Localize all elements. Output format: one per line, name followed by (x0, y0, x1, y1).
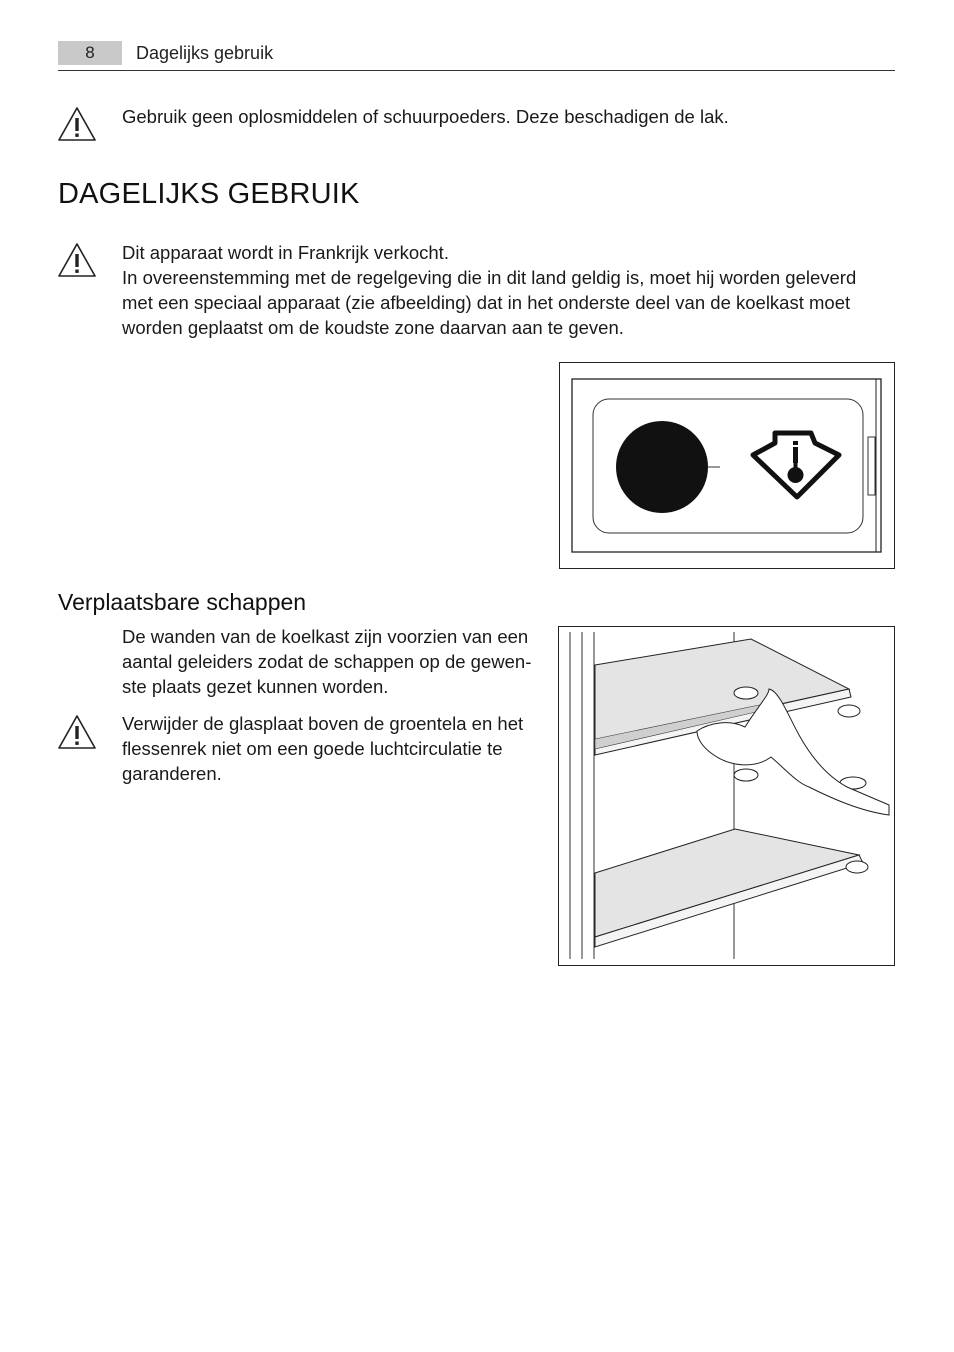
text-line: garanderen. (122, 763, 222, 784)
subsection-title: Verplaatsbare schappen (58, 589, 307, 615)
temperature-warning-icon (753, 433, 839, 497)
warning-text-airflow (122, 711, 523, 786)
warning-text-france (122, 240, 856, 340)
section-title: DAGELIJKS GEBRUIK (58, 178, 360, 210)
text-line: Dit apparaat wordt in Frankrijk verkocht. (122, 242, 449, 263)
text-line: In overeenstemming met de regelgeving die in dit land geldig is, moet hij worden geleverd (122, 267, 857, 288)
indicator-figure (559, 362, 895, 569)
text-line: De wanden van de koelkast zijn voorzien van een (122, 626, 529, 647)
page-number: 8 (58, 41, 122, 65)
warning-triangle-icon (57, 242, 97, 278)
text-line: met een speciaal apparaat (zie afbeelding) dat in het onderste deel van de koelkast moet (122, 292, 851, 313)
shelves-paragraph (122, 624, 531, 699)
shelves-figure (558, 626, 895, 966)
warning-triangle-icon (57, 106, 97, 142)
text-line: ste plaats gezet kunnen worden. (122, 676, 389, 697)
warning-triangle-icon (57, 714, 97, 750)
text-line: aantal geleiders zodat de schappen op de gewen- (122, 651, 532, 672)
indicator-illustration (560, 363, 894, 568)
text-line: worden geplaatst om de koudste zone daarvan aan te geven. (122, 317, 624, 338)
text-line: flessenrek niet om een goede luchtcirculatie te (122, 738, 503, 759)
text-line: Verwijder de glasplaat boven de groentela en het (122, 713, 524, 734)
shelves-illustration (559, 627, 894, 965)
header-divider (58, 70, 895, 71)
black-circle-indicator (616, 421, 708, 513)
running-header-title: Dagelijks gebruik (136, 43, 274, 63)
warning-text-solvents: Gebruik geen oplosmiddelen of schuurpoeders. Deze beschadigen de lak. (122, 106, 729, 127)
